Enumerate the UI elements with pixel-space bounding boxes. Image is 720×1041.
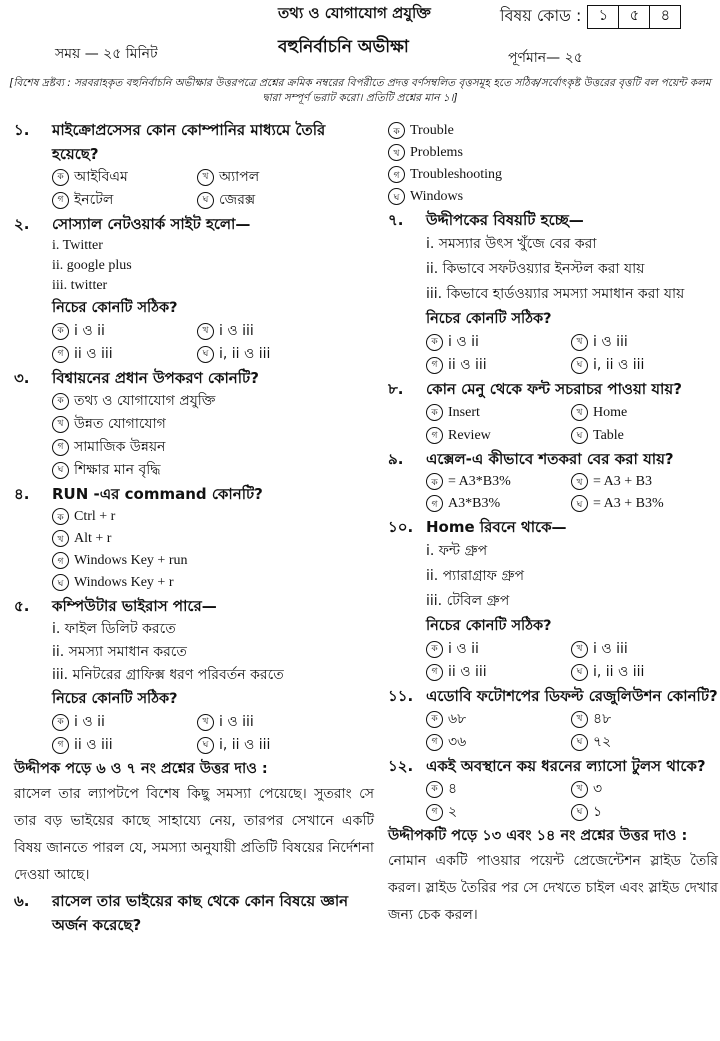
which-correct: নিচের কোনটি সঠিক? bbox=[426, 618, 552, 634]
option[interactable] bbox=[197, 711, 347, 734]
option-text: ii ও iii bbox=[448, 357, 487, 373]
option-letter-circle: ঘ bbox=[571, 804, 588, 821]
question-8 bbox=[388, 377, 718, 447]
question-text: মাইক্রোপ্রসেসর কোন কোম্পানির মাধ্যমে তৈরি হয়েছে? bbox=[52, 121, 326, 163]
which-correct: নিচের কোনটি সঠিক? bbox=[52, 300, 178, 316]
question-4 bbox=[14, 482, 374, 594]
statement: iii. twitter bbox=[52, 278, 108, 293]
question-text: এডোবি ফটোশপের ডিফল্ট রেজুলিউশন কোনটি? bbox=[426, 687, 718, 705]
option[interactable] bbox=[52, 343, 197, 366]
option[interactable] bbox=[571, 471, 720, 493]
option-letter-circle: ক bbox=[426, 781, 443, 798]
left-column bbox=[14, 118, 374, 937]
option-letter-circle: ঘ bbox=[197, 192, 214, 209]
option-letter-circle: ঘ bbox=[52, 462, 69, 479]
option[interactable] bbox=[388, 164, 718, 186]
option-letter-circle: খ bbox=[571, 404, 588, 421]
option-text: A3*B3% bbox=[448, 496, 501, 511]
option[interactable] bbox=[52, 572, 374, 594]
stimulus-13-14 bbox=[388, 824, 718, 929]
option-text: i ও ii bbox=[448, 334, 479, 350]
option-text: = A3*B3% bbox=[448, 474, 511, 489]
question-text: কোন মেনু থেকে ফন্ট সচরাচর পাওয়া যায়? bbox=[426, 380, 682, 398]
statement: iii. টেবিল গ্রুপ bbox=[426, 593, 510, 609]
option[interactable] bbox=[571, 331, 720, 354]
option-text: ii ও iii bbox=[74, 737, 113, 753]
question-5 bbox=[14, 594, 374, 757]
option-letter-circle: খ bbox=[571, 473, 588, 490]
option-text: জেরক্স bbox=[219, 192, 256, 208]
stimulus-title: উদ্দীপক পড়ে ৬ ও ৭ নং প্রশ্নের উত্তর দাও : bbox=[14, 761, 268, 777]
option[interactable] bbox=[388, 120, 718, 142]
statement: ii. সমস্যা সমাধান করতে bbox=[52, 644, 187, 660]
option-text: Windows Key + run bbox=[74, 553, 188, 568]
option[interactable] bbox=[52, 711, 197, 734]
statement: i. Twitter bbox=[52, 238, 103, 253]
option-letter-circle: গ bbox=[52, 737, 69, 754]
option-text: ইনটেল bbox=[74, 192, 114, 208]
question-text: এক্সেল-এ কীভাবে শতকরা বের করা যায়? bbox=[426, 450, 674, 468]
code-digit: ৪ bbox=[649, 6, 680, 28]
question-text: একই অবস্থানে কয় ধরনের ল্যাসো টুলস থাকে? bbox=[426, 757, 706, 775]
option[interactable] bbox=[426, 331, 571, 354]
question-9 bbox=[388, 447, 718, 515]
option-letter-circle: ঘ bbox=[571, 495, 588, 512]
option-text: i ও iii bbox=[593, 334, 628, 350]
option-letter-circle: খ bbox=[52, 416, 69, 433]
option-letter-circle: ক bbox=[426, 334, 443, 351]
option-text: i ও iii bbox=[219, 714, 254, 730]
stimulus-text: রাসেল তার ল্যাপটপে বিশেষ কিছু সমস্যা পেয়েছে। সুতরাং সে তার বড় ভাইয়ের কাছে সাহায্যে নেয়, তারপর সেখানে একটি বিষয় জানতে পারল যে, সমস্যা অনুযায়ী প্রতিটি বিষয়ের নির্দেশনা দেওয়া আছে। bbox=[14, 786, 374, 883]
option-letter-circle: ঘ bbox=[571, 357, 588, 374]
option-letter-circle: ঘ bbox=[197, 346, 214, 363]
option-text: Problems bbox=[410, 145, 463, 160]
question-number: ৭. bbox=[388, 211, 404, 229]
statement: i. ফন্ট গ্রুপ bbox=[426, 543, 488, 559]
option[interactable] bbox=[426, 493, 571, 515]
option[interactable] bbox=[52, 459, 374, 482]
option[interactable] bbox=[52, 734, 197, 757]
page-header bbox=[0, 0, 720, 30]
option-letter-circle: খ bbox=[571, 781, 588, 798]
option-letter-circle: খ bbox=[388, 144, 405, 161]
option[interactable] bbox=[52, 436, 374, 459]
question-11 bbox=[388, 684, 718, 754]
option[interactable] bbox=[197, 166, 347, 189]
option-text: শিক্ষার মান বৃদ্ধি bbox=[74, 462, 161, 478]
option[interactable] bbox=[571, 661, 720, 684]
option[interactable] bbox=[52, 550, 374, 572]
option-letter-circle: খ bbox=[197, 323, 214, 340]
question-text: Home রিবনে থাকে— bbox=[426, 518, 567, 536]
exam-time: সময় — ২৫ মিনিট bbox=[55, 46, 158, 62]
code-digit: ৫ bbox=[618, 6, 649, 28]
option-text: তথ্য ও যোগাযোগ প্রযুক্তি bbox=[74, 393, 216, 409]
option[interactable] bbox=[426, 424, 571, 447]
option[interactable] bbox=[426, 801, 571, 824]
option-letter-circle: খ bbox=[197, 169, 214, 186]
option-text: Table bbox=[593, 428, 624, 443]
question-1 bbox=[14, 118, 374, 212]
option-letter-circle: খ bbox=[571, 334, 588, 351]
option[interactable] bbox=[197, 189, 347, 212]
option-letter-circle: ক bbox=[426, 711, 443, 728]
question-number: ১২. bbox=[388, 757, 414, 775]
question-number: ৫. bbox=[14, 597, 30, 615]
option-text: ii ও iii bbox=[74, 346, 113, 362]
option[interactable] bbox=[426, 401, 571, 424]
question-7 bbox=[388, 208, 718, 377]
option-letter-circle: গ bbox=[426, 495, 443, 512]
option-text: ২ bbox=[448, 804, 458, 820]
option-text: = A3 + B3 bbox=[593, 474, 652, 489]
question-number: ১০. bbox=[388, 518, 414, 536]
statement: ii. কিভাবে সফটওয়্যার ইনস্টল করা যায় bbox=[426, 261, 645, 277]
option-text: i, ii ও iii bbox=[593, 357, 645, 373]
option[interactable] bbox=[426, 638, 571, 661]
option[interactable] bbox=[571, 493, 720, 515]
statement: i. সমস্যার উৎস খুঁজে বের করা bbox=[426, 236, 597, 252]
statement: i. ফাইল ডিলিট করতে bbox=[52, 621, 176, 637]
stimulus-text: নোমান একটি পাওয়ার পয়েন্ট প্রেজেন্টেশন স্লাইড তৈরি করল। স্লাইড তৈরির পর সে দেখতে চাইল এবং স্লাইড দেখার জন্য চেক করল। bbox=[388, 853, 718, 923]
option[interactable] bbox=[571, 638, 720, 661]
option-text: Trouble bbox=[410, 123, 454, 138]
option[interactable] bbox=[426, 471, 571, 493]
option-letter-circle: খ bbox=[571, 711, 588, 728]
right-column bbox=[388, 120, 718, 929]
option[interactable] bbox=[426, 778, 571, 801]
question-number: ১. bbox=[14, 121, 30, 139]
question-2 bbox=[14, 212, 374, 366]
code-digit: ১ bbox=[598, 6, 609, 24]
statement: ii. প্যারাগ্রাফ গ্রুপ bbox=[426, 568, 524, 584]
option[interactable] bbox=[52, 189, 197, 212]
question-6-options bbox=[388, 120, 718, 208]
question-text: উদ্দীপকের বিষয়টি হচ্ছে— bbox=[426, 211, 584, 229]
option[interactable] bbox=[571, 731, 720, 754]
option[interactable] bbox=[52, 506, 374, 528]
question-number: ৩. bbox=[14, 369, 30, 387]
option-text: i, ii ও iii bbox=[219, 737, 271, 753]
option-letter-circle: ক bbox=[52, 323, 69, 340]
option-letter-circle: গ bbox=[426, 734, 443, 751]
subject-code-box bbox=[587, 5, 681, 29]
option[interactable] bbox=[388, 142, 718, 164]
option-text: আইবিএম bbox=[74, 169, 128, 185]
full-marks: পূর্ণমান— ২৫ bbox=[508, 50, 583, 66]
question-text: কম্পিউটার ভাইরাস পারে— bbox=[52, 597, 217, 615]
option-letter-circle: গ bbox=[426, 427, 443, 444]
option-letter-circle: ক bbox=[426, 641, 443, 658]
option-letter-circle: ক bbox=[52, 393, 69, 410]
option-letter-circle: ক bbox=[52, 714, 69, 731]
option[interactable] bbox=[571, 354, 720, 377]
option[interactable] bbox=[197, 734, 347, 757]
option-text: Windows Key + r bbox=[74, 575, 174, 590]
option-letter-circle: ঘ bbox=[388, 188, 405, 205]
option-letter-circle: গ bbox=[426, 664, 443, 681]
option[interactable] bbox=[52, 320, 197, 343]
option-letter-circle: গ bbox=[52, 439, 69, 456]
option-letter-circle: ঘ bbox=[52, 574, 69, 591]
question-number: ৮. bbox=[388, 380, 404, 398]
option-letter-circle: ক bbox=[426, 473, 443, 490]
option-letter-circle: খ bbox=[52, 530, 69, 547]
option[interactable] bbox=[571, 424, 720, 447]
subject-code-label: বিষয় কোড : bbox=[500, 6, 582, 25]
option-text: ৬৮ bbox=[448, 711, 467, 727]
option-letter-circle: খ bbox=[197, 714, 214, 731]
question-number: ৪. bbox=[14, 485, 30, 503]
question-text: বিশ্বায়নের প্রধান উপকরণ কোনটি? bbox=[52, 369, 259, 387]
option-letter-circle: ঘ bbox=[571, 664, 588, 681]
option-text: ৪৮ bbox=[593, 711, 612, 727]
option-text: ৩৬ bbox=[448, 734, 467, 750]
option-letter-circle: ঘ bbox=[197, 737, 214, 754]
option[interactable] bbox=[197, 320, 347, 343]
question-12 bbox=[388, 754, 718, 824]
option-letter-circle: ঘ bbox=[571, 427, 588, 444]
question-10 bbox=[388, 515, 718, 684]
question-number: ২. bbox=[14, 215, 30, 233]
option-letter-circle: গ bbox=[426, 804, 443, 821]
option-letter-circle: খ bbox=[571, 641, 588, 658]
option-text: i ও ii bbox=[74, 323, 105, 339]
option-text: Alt + r bbox=[74, 531, 112, 546]
option-text: ৩ bbox=[593, 781, 603, 797]
stimulus-title: উদ্দীপকটি পড়ে ১৩ এবং ১৪ নং প্রশ্নের উত্তর দাও : bbox=[388, 828, 688, 844]
option-text: Troubleshooting bbox=[410, 167, 503, 182]
exam-title: বহুনির্বাচনি অভীক্ষা bbox=[278, 37, 409, 57]
option-text: সামাজিক উন্নয়ন bbox=[74, 439, 166, 455]
option-text: = A3 + B3% bbox=[593, 496, 664, 511]
option-letter-circle: ক bbox=[52, 508, 69, 525]
option-text: Review bbox=[448, 428, 491, 443]
question-text: রাসেল তার ভাইয়ের কাছ থেকে কোন বিষয়ে জ্ঞান অর্জন করেছে? bbox=[52, 892, 349, 934]
option[interactable] bbox=[571, 708, 720, 731]
option-text: i, ii ও iii bbox=[219, 346, 271, 362]
option[interactable] bbox=[426, 708, 571, 731]
option-text: ৭২ bbox=[593, 734, 612, 750]
option-text: i ও iii bbox=[219, 323, 254, 339]
option[interactable] bbox=[571, 801, 720, 824]
which-correct: নিচের কোনটি সঠিক? bbox=[52, 691, 178, 707]
subject-title: তথ্য ও যোগাযোগ প্রযুক্তি bbox=[278, 4, 431, 22]
option-text: ১ bbox=[593, 804, 603, 820]
option-letter-circle: ক bbox=[52, 169, 69, 186]
option[interactable] bbox=[52, 528, 374, 550]
option-letter-circle: গ bbox=[52, 192, 69, 209]
instruction-note: [বিশেষ দ্রষ্টব্য : সরবরাহকৃত বহুনির্বাচনি অভীক্ষার উত্তরপত্রে প্রশ্নের ক্রমিক নম্বরের বিপরীতে প্রদত্ত বর্ণসম্বলিত বৃত্তসমূহ হতে সঠিক/সর্বোৎকৃষ্ট উত্তরের বৃত্তটি বল পয়েন্ট কলম দ্বারা সম্পূর্ণ ভরাট করো। প্রতিটি প্রশ্নের মান ১।] bbox=[9, 77, 711, 104]
subject-code bbox=[500, 3, 681, 30]
option[interactable] bbox=[571, 401, 720, 424]
option-text: i, ii ও iii bbox=[593, 664, 645, 680]
option[interactable] bbox=[571, 778, 720, 801]
statement: iii. মনিটরের গ্রাফিক্স ধরণ পরিবর্তন করতে bbox=[52, 667, 284, 683]
option[interactable] bbox=[52, 413, 374, 436]
option[interactable] bbox=[426, 354, 571, 377]
option[interactable] bbox=[52, 166, 197, 189]
option[interactable] bbox=[52, 390, 374, 413]
question-text: RUN -এর command কোনটি? bbox=[52, 485, 263, 503]
option-text: উন্নত যোগাযোগ bbox=[74, 416, 166, 432]
option-letter-circle: গ bbox=[388, 166, 405, 183]
option-text: ৪ bbox=[448, 781, 458, 797]
option[interactable] bbox=[197, 343, 347, 366]
option[interactable] bbox=[426, 661, 571, 684]
question-6 bbox=[14, 889, 374, 937]
statement: ii. google plus bbox=[52, 258, 132, 273]
option-text: ii ও iii bbox=[448, 664, 487, 680]
option-letter-circle: ক bbox=[426, 404, 443, 421]
option-letter-circle: গ bbox=[426, 357, 443, 374]
option-text: Insert bbox=[448, 405, 480, 420]
statement: iii. কিভাবে হার্ডওয়্যার সমস্যা সমাধান করা যায় bbox=[426, 286, 685, 302]
option-letter-circle: গ bbox=[52, 346, 69, 363]
option-letter-circle: ক bbox=[388, 122, 405, 139]
option-letter-circle: ঘ bbox=[571, 734, 588, 751]
question-3 bbox=[14, 366, 374, 482]
option-text: i ও ii bbox=[448, 641, 479, 657]
which-correct: নিচের কোনটি সঠিক? bbox=[426, 311, 552, 327]
question-number: ৯. bbox=[388, 450, 404, 468]
question-number: ১১. bbox=[388, 687, 414, 705]
option-text: i ও iii bbox=[593, 641, 628, 657]
option-text: অ্যাপল bbox=[219, 169, 260, 185]
option-text: Ctrl + r bbox=[74, 509, 116, 524]
option-letter-circle: গ bbox=[52, 552, 69, 569]
question-number: ৬. bbox=[14, 892, 30, 910]
option[interactable] bbox=[388, 186, 718, 208]
option-text: Home bbox=[593, 405, 628, 420]
question-text: সোস্যাল নেটওয়ার্ক সাইট হলো— bbox=[52, 215, 251, 233]
option-text: i ও ii bbox=[74, 714, 105, 730]
option-text: Windows bbox=[410, 189, 464, 204]
stimulus-6-7 bbox=[14, 757, 374, 889]
option[interactable] bbox=[426, 731, 571, 754]
